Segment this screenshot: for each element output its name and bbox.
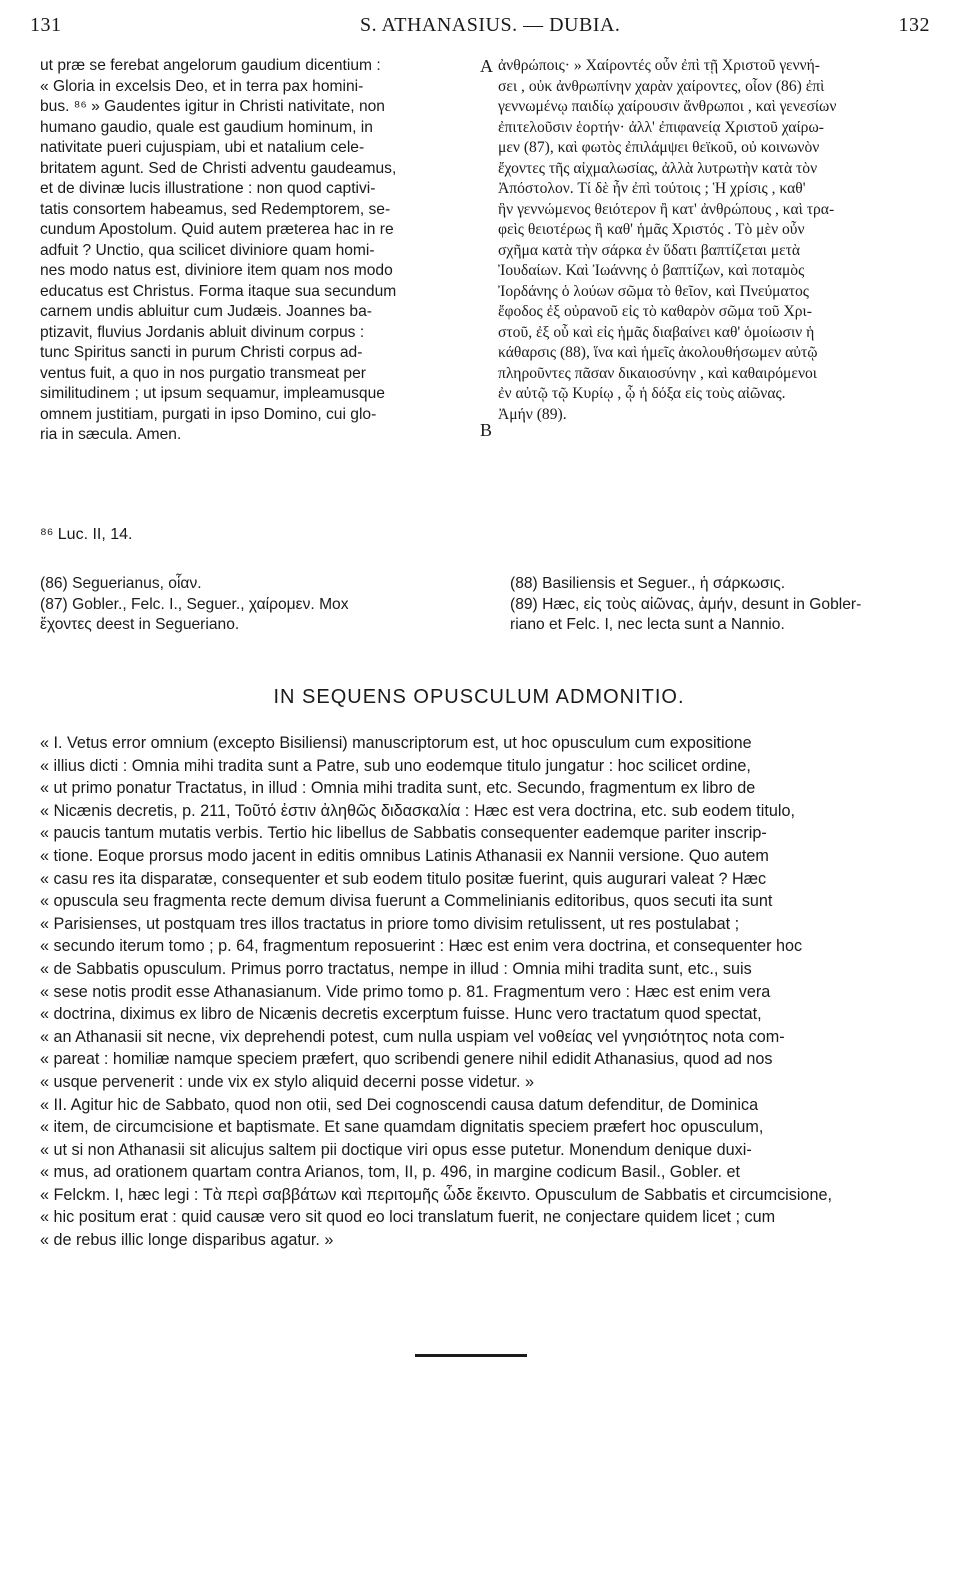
text-line: « Gloria in excelsis Deo, et in terra pax homini- <box>40 77 364 95</box>
text-line: « an Athanasii sit necne, vix deprehendi potest, cum nulla uspiam vel νοθείας vel γνησιότητος nota com- <box>40 1027 785 1046</box>
footnote-line: (88) Basiliensis et Seguer., ἡ σάρκωσις. <box>510 575 786 592</box>
text-line: « I. Vetus error omnium (excepto Bisiliensi) manuscriptorum est, ut hoc opusculum cum expositione <box>40 734 752 752</box>
text-line: « mus, ad orationem quartam contra Arianos, tom, II, p. 496, in margine codicum Basil., Gobler. et <box>40 1163 740 1182</box>
admonitio-text <box>40 732 930 1252</box>
text-line: « paucis tantum mutatis verbis. Tertio hic libellus de Sabbatis consequenter eademque pariter inscrip- <box>40 824 767 843</box>
latin-column <box>40 56 480 446</box>
footnotes-right <box>510 574 940 636</box>
text-line: adfuit ? Unctio, qua scilicet diviniore quam homi- <box>40 241 375 259</box>
text-line: nativitate pueri cujuspiam, ubi et natalium cele- <box>40 139 365 156</box>
footnote-line: (89) Hæc, εἰς τοὺς αἰῶνας, ἀμήν, desunt in Gobler- <box>510 595 862 613</box>
text-line: carnem undis abluitur cum Judæis. Joannes ba- <box>40 303 372 320</box>
text-line: στοῦ, ἐξ οὗ καὶ εἰς ἡμᾶς διαβαίνει καθ' ὁμοίωσιν ἡ <box>498 323 815 341</box>
text-line: γεννωμένῳ παιδίῳ χαίρουσιν ἄνθρωποι , καὶ γενεσίων <box>498 98 837 115</box>
text-line: « tione. Eoque prorsus modo jacent in editis omnibus Latinis Athanasii ex Nannii versione. Quo autem <box>40 846 769 865</box>
text-line: ptizavit, fluvius Jordanis abluit divinum corpus : <box>40 323 365 341</box>
text-line: Ἀπόστολον. Τί δὲ ἦν ἐπὶ τούτοις ; Ἡ χρίσις , καθ' <box>498 180 806 197</box>
text-line: ἀνθρώποις· » Χαίροντές οὖν ἐπὶ τῇ Χριστοῦ γεννή- <box>498 57 820 74</box>
text-line: « opuscula seu fragmenta recte demum divisa fuerunt a Commelinianis editoribus, quos secuti ita sunt <box>40 892 773 911</box>
text-line: Ἀμήν (89). <box>498 405 567 423</box>
footnote-line: (87) Gobler., Felc. I., Seguer., χαίρομεν. Mox <box>40 595 349 613</box>
text-line: omnem justitiam, purgati in ipso Domino, cui glo- <box>40 405 377 423</box>
footnote-line: ἔχοντες deest in Segueriano. <box>40 616 240 633</box>
text-line: « ut si non Athanasii sit alicujus saltem pii doctique viri opus esse putetur. Monendum denique duxi- <box>40 1140 752 1159</box>
page-number-right: 132 <box>898 14 930 36</box>
text-line: « de Sabbatis opusculum. Primus porro tractatus, nempe in illud : Omnia mihi tradita sunt, etc., suis <box>40 959 752 978</box>
text-line: ἣν γεννώμενος θειότερον ἢ κατ' ἀνθρώπους , καὶ τρα- <box>498 200 835 218</box>
text-line: cundum Apostolum. Quid autem præterea hac in re <box>40 221 394 238</box>
footnotes-left <box>40 574 480 636</box>
text-line: « doctrina, diximus ex libro de Nicænis decretis excerptum fuisse. Hunc vero tractatum quod spectat, <box>40 1005 762 1024</box>
text-line: Ἰουδαίων. Καὶ Ἰωάννης ὁ βαπτίζων, καὶ ποταμὸς <box>498 262 805 279</box>
text-line: ἔχοντες τῆς αἰχμαλωσίας, ἀλλὰ λυτρωτὴν κατὰ τὸν <box>498 159 818 177</box>
section-title: IN SEQUENS OPUSCULUM ADMONITIO. <box>273 686 685 708</box>
text-line: « usque pervenerit : unde vix ex stylo aliquid decerni posse videtur. » <box>40 1072 535 1091</box>
text-line: « secundo iterum tomo ; p. 64, fragmentum reposuerint : Hæc est enim vera doctrina, et consequenter hoc <box>40 937 803 956</box>
text-line: « hic positum erat : quid causæ vero sit quod eo loci translatum fuerit, ne conjectare quidem licet ; cum <box>40 1208 776 1227</box>
text-line: σει , οὐκ ἀνθρωπίνην χαρὰν χαίροντες, οἷον (86) ἐπὶ <box>498 77 825 95</box>
running-header <box>30 14 930 44</box>
text-line: μεν (87), καὶ φωτὸς ἐπιλάμψει θεϊκοῦ, οὐ κοινωνὸν <box>498 139 820 156</box>
scripture-reference: ⁸⁶ Luc. II, 14. <box>40 526 133 543</box>
text-line: britatem agunt. Sed de Christi adventu gaudeamus, <box>40 159 397 177</box>
text-line: « item, de circumcisione et baptismate. Et sane quamdam dignitatis speciem præfert hoc opusculum, <box>40 1118 764 1137</box>
text-line: « II. Agitur hic de Sabbato, quod non otii, sed Dei cognoscendi causa datum defenditur, de Dominica <box>40 1095 759 1114</box>
text-line: ut præ se ferebat angelorum gaudium dicentium : <box>40 57 381 74</box>
text-line: nes modo natus est, diviniore item quam nos modo <box>40 262 393 279</box>
closing-rule <box>415 1354 527 1357</box>
text-line: ἔφοδος ἐξ οὐρανοῦ εἰς τὸ καθαρὸν σῶμα τοῦ Χρι- <box>498 303 812 320</box>
text-line: « Parisienses, ut postquam tres illos tractatus in priore tomo divisim retulissent, ut res postulabat ; <box>40 914 740 933</box>
text-line: « Felckm. I, hæc legi : Τὰ περὶ σαββάτων καὶ περιτομῆς ὧδε ἔκειντο. Opusculum de Sabbatis et circumcisione, <box>40 1185 832 1204</box>
text-line: humano gaudio, quale est gaudium hominum, in <box>40 118 373 136</box>
text-line: educatus est Christus. Forma itaque sua secundum <box>40 282 397 300</box>
text-line: « pareat : homiliæ namque speciem præfert, quo scribendi genere nihil edidit Athanasius, quod ad nos <box>40 1050 773 1069</box>
text-line: Ἰορδάνης ὁ λούων σῶμα τὸ θεῖον, καὶ Πνεύματος <box>498 282 809 300</box>
text-line: πληροῦντες πᾶσαν δικαιοσύνην , καὶ καθαιρόμενοι <box>498 364 818 382</box>
column-marker-a: A <box>480 56 493 76</box>
text-line: bus. ⁸⁶ » Gaudentes igitur in Christi nativitate, non <box>40 98 385 115</box>
text-line: « sese notis prodit esse Athanasianum. Vide primo tomo p. 81. Fragmentum vero : Hæc est enim vera <box>40 982 771 1001</box>
text-line: tatis consortem habeamus, sed Redemptorem, se- <box>40 200 391 218</box>
text-line: ἐπιτελοῦσιν ἑορτήν· ἀλλ' ἐπιφανείᾳ Χριστοῦ χαίρω- <box>498 118 824 136</box>
text-line: κάθαρσις (88), ἵνα καὶ ἡμεῖς ἀκολουθήσωμεν αὐτῷ <box>498 344 818 361</box>
text-line: et de divinæ lucis illustratione : non quod captivi- <box>40 180 376 197</box>
text-line: similitudinem ; ut ipsum sequamur, impleamusque <box>40 385 385 402</box>
footnote-line: riano et Felc. I, nec lecta sunt a Nannio. <box>510 616 785 633</box>
greek-column <box>498 56 938 425</box>
text-line: « de rebus illic longe disparibus agatur. » <box>40 1231 334 1250</box>
running-title: S. ATHANASIUS. — DUBIA. <box>360 14 621 36</box>
text-line: ἐν αὐτῷ τῷ Κυρίῳ , ᾧ ἡ δόξα εἰς τοὺς αἰῶνας. <box>498 385 786 402</box>
footnote-line: (86) Seguerianus, οἷαν. <box>40 575 202 592</box>
text-line: tunc Spiritus sancti in purum Christi corpus ad- <box>40 344 363 361</box>
column-marker-b: B <box>480 420 493 440</box>
text-line: « illius dicti : Omnia mihi tradita sunt a Patre, sub uno eodemque titulo jungatur : hoc scilicet ordine, <box>40 756 751 775</box>
text-line: « ut primo ponatur Tractatus, in illud : Omnia mihi tradita sunt, etc. Secundo, fragmentum ex libro de <box>40 779 756 798</box>
text-line: ventus fuit, a quo in nos purgatio transmeat per <box>40 364 366 382</box>
text-line: « Nicænis decretis, p. 211, Τοῦτό ἐστιν ἀληθῶς διδασκαλία : Hæc est vera doctrina, etc. sub eodem titulo, <box>40 801 795 820</box>
text-line: ria in sæcula. Amen. <box>40 426 182 443</box>
text-line: « casu res ita disparatæ, consequenter et sub eodem titulo positæ fuerint, quis augurari valeat ? Hæc <box>40 869 767 888</box>
text-line: φεὶς θειοτέρως ἢ καθ' ἡμᾶς Χριστός . Τὸ μὲν οὖν <box>498 221 805 238</box>
page-number-left: 131 <box>30 14 62 36</box>
text-line: σχῆμα κατὰ τὴν σάρκα ἐν ὕδατι βαπτίζεται μετὰ <box>498 241 801 259</box>
